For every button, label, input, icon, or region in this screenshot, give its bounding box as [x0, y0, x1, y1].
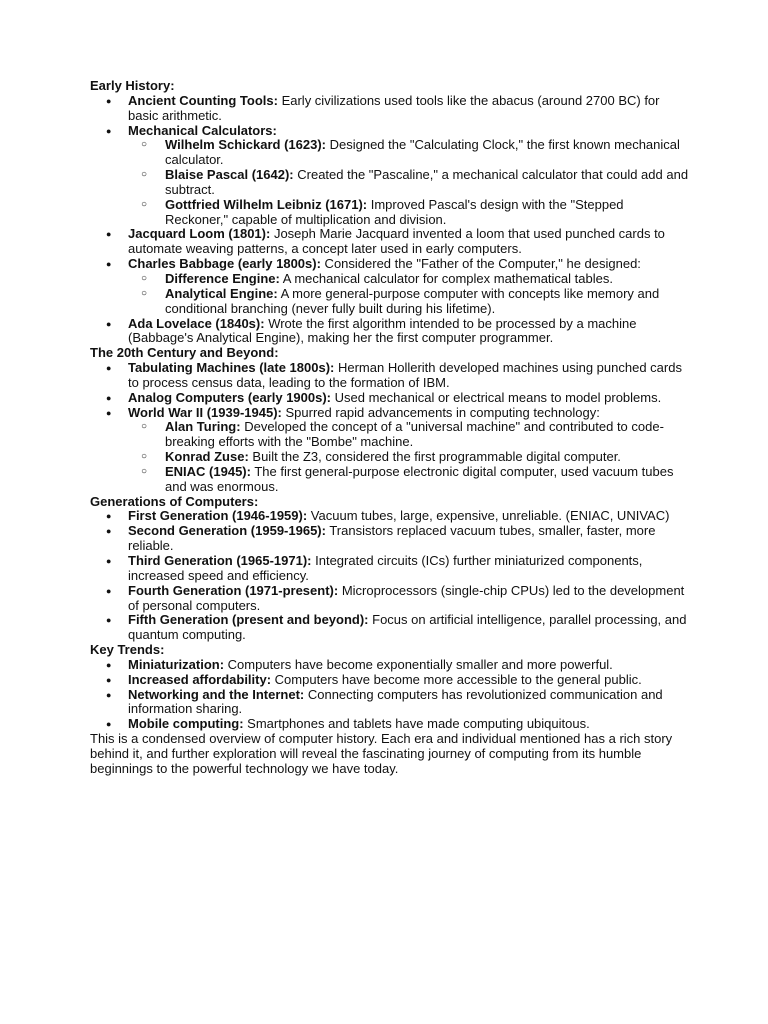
- list-item-first-generation: [90, 509, 690, 524]
- sublist-item-schickard: [128, 138, 690, 168]
- list-item-ancient-counting-tools: [90, 94, 690, 124]
- item-text: Connecting computers has revolutionized communication and information sharing.: [128, 686, 663, 717]
- item-text: Built the Z3, considered the first programmable digital computer.: [248, 449, 621, 465]
- closing-paragraph: This is a condensed overview of computer history. Each era and individual mentioned has a rich story behind it, and further exploration will reveal the fascinating journey of computing from its humble beginnings to the powerful technology we have today.: [90, 731, 673, 776]
- list-item-miniaturization: [90, 658, 690, 673]
- early-history-list: [90, 94, 690, 346]
- item-lead: Gottfried Wilhelm Leibniz (1671):: [165, 196, 368, 212]
- list-item-fourth-generation: [90, 584, 690, 614]
- 20th-century-list: [90, 361, 690, 495]
- item-lead: ENIAC (1945):: [165, 463, 251, 479]
- item-lead: Increased affordability:: [128, 671, 272, 687]
- item-lead: Ancient Counting Tools:: [128, 92, 278, 108]
- item-lead: Ada Lovelace (1840s):: [128, 315, 265, 331]
- world-war-ii-sublist: [128, 420, 690, 494]
- item-lead: Analog Computers (early 1900s):: [128, 389, 332, 405]
- item-lead: Jacquard Loom (1801):: [128, 226, 271, 242]
- item-text: Computers have become exponentially smaller and more powerful.: [224, 656, 613, 672]
- list-item-tabulating-machines: [90, 361, 690, 391]
- sublist-item-leibniz: [128, 198, 690, 228]
- item-lead: Fourth Generation (1971-present):: [128, 582, 339, 598]
- item-lead: Tabulating Machines (late 1800s):: [128, 360, 335, 376]
- item-text: Microprocessors (single-chip CPUs) led to the development of personal computers.: [128, 582, 685, 613]
- item-text: Considered the "Father of the Computer," he designed:: [320, 256, 641, 272]
- list-item-mechanical-calculators: [90, 124, 690, 228]
- list-item-second-generation: [90, 524, 690, 554]
- section-heading-key-trends: Key Trends:: [90, 642, 165, 658]
- document-body: [90, 79, 690, 777]
- item-text: Joseph Marie Jacquard invented a loom that used punched cards to automate weaving patterns, a concept later used in early computers.: [128, 226, 665, 257]
- sublist-item-eniac: [128, 465, 690, 495]
- sublist-item-alan-turing: [128, 420, 690, 450]
- item-lead: Miniaturization:: [128, 656, 225, 672]
- item-text: The first general-purpose electronic digital computer, used vacuum tubes and was enormous.: [165, 463, 674, 494]
- item-lead: Mobile computing:: [128, 716, 244, 732]
- generations-list: [90, 509, 690, 643]
- item-lead: Second Generation (1959-1965):: [128, 523, 326, 539]
- item-lead: World War II (1939-1945):: [128, 404, 282, 420]
- list-item-fifth-generation: [90, 613, 690, 643]
- item-lead: Fifth Generation (present and beyond):: [128, 612, 369, 628]
- babbage-sublist: [128, 272, 690, 317]
- sublist-item-analytical-engine: [128, 287, 690, 317]
- list-item-ada-lovelace: [90, 317, 690, 347]
- item-lead: Wilhelm Schickard (1623):: [165, 137, 326, 153]
- item-text: Early civilizations used tools like the abacus (around 2700 BC) for basic arithmetic.: [128, 92, 660, 123]
- item-lead: Difference Engine:: [165, 270, 280, 286]
- item-text: Designed the "Calculating Clock," the first known mechanical calculator.: [165, 137, 680, 168]
- list-item-increased-affordability: [90, 673, 690, 688]
- item-text: Smartphones and tablets have made computing ubiquitous.: [243, 716, 590, 732]
- mechanical-calculators-sublist: [128, 138, 690, 227]
- key-trends-list: [90, 658, 690, 732]
- item-lead: Analytical Engine:: [165, 285, 278, 301]
- item-text: Developed the concept of a "universal machine" and contributed to code-breaking efforts with the "Bombe" machine.: [165, 419, 664, 450]
- list-item-mobile-computing: [90, 717, 690, 732]
- list-item-analog-computers: [90, 391, 690, 406]
- section-heading-20th-century: The 20th Century and Beyond:: [90, 345, 279, 361]
- list-item-charles-babbage: [90, 257, 690, 316]
- sublist-item-pascal: [128, 168, 690, 198]
- item-lead: Networking and the Internet:: [128, 686, 305, 702]
- item-text: Wrote the first algorithm intended to be processed by a machine (Babbage's Analytical Engine), making her the first computer programmer.: [128, 315, 637, 346]
- item-lead: First Generation (1946-1959):: [128, 508, 308, 524]
- sublist-item-difference-engine: [128, 272, 690, 287]
- list-item-networking-internet: [90, 688, 690, 718]
- item-text: Vacuum tubes, large, expensive, unreliable. (ENIAC, UNIVAC): [307, 508, 670, 524]
- item-text: Used mechanical or electrical means to model problems.: [331, 389, 662, 405]
- item-text: Improved Pascal's design with the "Stepped Reckoner," capable of multiplication and division.: [165, 196, 624, 227]
- section-heading-early-history: Early History:: [90, 78, 175, 93]
- section-heading-generations: Generations of Computers:: [90, 493, 259, 509]
- item-lead: Mechanical Calculators:: [128, 122, 277, 138]
- sublist-item-konrad-zuse: [128, 450, 690, 465]
- item-lead: Blaise Pascal (1642):: [165, 167, 294, 183]
- item-lead: Charles Babbage (early 1800s):: [128, 256, 321, 272]
- item-lead: Third Generation (1965-1971):: [128, 553, 312, 568]
- item-text: Created the "Pascaline," a mechanical calculator that could add and subtract.: [165, 167, 689, 197]
- item-text: Integrated circuits (ICs) further miniaturized components, increased speed and efficiency.: [128, 553, 643, 583]
- item-text: Spurred rapid advancements in computing technology:: [281, 404, 600, 420]
- item-lead: Alan Turing:: [165, 419, 241, 435]
- item-text: Transistors replaced vacuum tubes, smaller, faster, more reliable.: [128, 523, 656, 554]
- list-item-world-war-ii: [90, 406, 690, 495]
- item-text: A more general-purpose computer with concepts like memory and conditional branching (never fully built during his lifetime).: [165, 285, 660, 316]
- list-item-jacquard-loom: [90, 227, 690, 257]
- item-text: Computers have become more accessible to the general public.: [271, 671, 642, 687]
- item-text: Herman Hollerith developed machines using punched cards to process census data, leading to the formation of IBM.: [128, 360, 682, 390]
- item-lead: Konrad Zuse:: [165, 449, 249, 465]
- list-item-third-generation: [90, 554, 690, 584]
- item-text: A mechanical calculator for complex mathematical tables.: [279, 270, 613, 286]
- item-text: Focus on artificial intelligence, parallel processing, and quantum computing.: [128, 612, 687, 643]
